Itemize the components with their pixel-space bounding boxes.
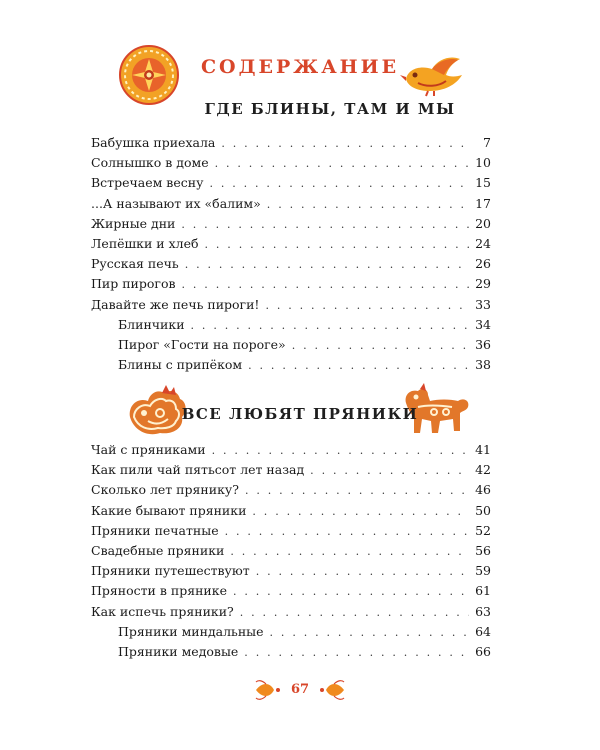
toc-entry[interactable] xyxy=(91,482,491,502)
toc-entry-label: Жирные дни xyxy=(91,215,176,231)
toc-entry-label: Блины с припёком xyxy=(118,357,243,373)
toc-entry[interactable] xyxy=(91,216,491,236)
toc-entry-label: Пряники печатные xyxy=(91,522,219,538)
toc-entry-label: Чай с пряниками xyxy=(91,442,206,457)
toc-entry-label: Бабушка приехала xyxy=(91,135,216,150)
toc-entry-page: 26 xyxy=(475,256,491,272)
leader-dots xyxy=(240,606,469,619)
toc-entry-page: 15 xyxy=(475,175,491,191)
toc-entry[interactable] xyxy=(91,563,491,583)
toc-entry-label: ...А называют их «балим» xyxy=(91,195,261,211)
toc-entry[interactable] xyxy=(91,236,491,256)
leader-dots xyxy=(221,137,469,150)
page-title: СОДЕРЖАНИЕ xyxy=(200,56,400,78)
toc-entry-label: Блинчики xyxy=(118,316,185,332)
leader-dots xyxy=(244,646,469,659)
toc-entry[interactable] xyxy=(91,196,491,216)
toc-section-pryaniki xyxy=(91,442,491,664)
leader-dots xyxy=(230,545,469,558)
toc-subentry[interactable] xyxy=(91,337,491,357)
page-number: 67 xyxy=(290,682,310,697)
toc-entry-label: Пряники путешествуют xyxy=(91,563,250,579)
leader-dots xyxy=(225,525,469,538)
toc-entry-label: Солнышко в доме xyxy=(91,155,209,171)
leader-dots xyxy=(209,177,469,190)
leader-dots xyxy=(265,299,469,312)
leader-dots xyxy=(292,339,469,352)
toc-entry-label: Пряности в прянике xyxy=(91,583,227,599)
toc-entry-label: Пирог «Гости на пороге» xyxy=(118,336,286,352)
toc-subentry[interactable] xyxy=(91,317,491,337)
toc-entry-label: Встречаем весну xyxy=(91,175,204,191)
toc-entry-page: 17 xyxy=(475,195,491,211)
leader-dots xyxy=(267,198,469,211)
toc-entry-page: 7 xyxy=(483,135,491,150)
toc-entry[interactable] xyxy=(91,175,491,195)
leader-dots xyxy=(185,258,469,271)
toc-subentry[interactable] xyxy=(91,357,491,377)
toc-section-bliny xyxy=(91,135,491,377)
leader-dots xyxy=(252,505,469,518)
toc-entry-page: 64 xyxy=(475,623,491,639)
toc-entry[interactable] xyxy=(91,462,491,482)
toc-entry-page: 66 xyxy=(475,643,491,659)
leader-dots xyxy=(212,444,469,457)
leader-dots xyxy=(256,565,469,578)
leader-dots xyxy=(215,157,469,170)
toc-subentry[interactable] xyxy=(91,644,491,664)
toc-entry[interactable] xyxy=(91,523,491,543)
toc-entry-label: Пряники миндальные xyxy=(118,623,264,639)
toc-entry[interactable] xyxy=(91,135,491,155)
toc-entry-page: 33 xyxy=(475,296,491,312)
toc-entry-label: Сколько лет прянику? xyxy=(91,482,239,498)
toc-entry-page: 52 xyxy=(475,522,491,538)
toc-entry[interactable] xyxy=(91,297,491,317)
toc-entry-label: Пир пирогов xyxy=(91,276,176,292)
toc-entry-label: Какие бывают пряники xyxy=(91,502,247,518)
toc-entry-page: 24 xyxy=(475,235,491,251)
leader-dots xyxy=(270,626,469,639)
toc-entry-page: 59 xyxy=(475,563,491,579)
toc-entry[interactable] xyxy=(91,583,491,603)
toc-entry-page: 29 xyxy=(475,276,491,292)
toc-entry-page: 63 xyxy=(475,603,491,619)
toc-entry-page: 61 xyxy=(475,583,491,599)
toc-entry-page: 34 xyxy=(475,316,491,332)
toc-entry-page: 36 xyxy=(475,336,491,352)
toc-entry-page: 20 xyxy=(475,215,491,231)
section-heading-bliny: ГДЕ БЛИНЫ, ТАМ И МЫ xyxy=(204,100,456,118)
leader-dots xyxy=(181,218,469,231)
leader-dots xyxy=(248,359,469,372)
leader-dots xyxy=(191,319,469,332)
leader-dots xyxy=(205,238,469,251)
toc-entry-label: Русская печь xyxy=(91,256,179,272)
toc-entry-label: Давайте же печь пироги! xyxy=(91,296,260,312)
toc-entry-label: Лепёшки и хлеб xyxy=(91,235,199,251)
toc-entry-page: 42 xyxy=(475,462,491,478)
leader-dots xyxy=(233,585,469,598)
leader-dots xyxy=(310,464,469,477)
toc-entry[interactable] xyxy=(91,276,491,296)
toc-entry-page: 50 xyxy=(475,502,491,518)
toc-entry[interactable] xyxy=(91,604,491,624)
toc-entry-page: 46 xyxy=(475,482,491,498)
toc-entry-page: 38 xyxy=(475,357,491,373)
section-heading-pryaniki: ВСЕ ЛЮБЯТ ПРЯНИКИ xyxy=(181,405,419,423)
toc-entry[interactable] xyxy=(91,503,491,523)
toc-entry-page: 56 xyxy=(475,542,491,558)
toc-entry-page: 41 xyxy=(475,442,491,457)
toc-entry[interactable] xyxy=(91,442,491,462)
toc-entry-page: 10 xyxy=(475,155,491,171)
toc-entry-label: Свадебные пряники xyxy=(91,542,225,558)
toc-entry-label: Как испечь пряники? xyxy=(91,603,234,619)
toc-entry-label: Как пили чай пятьсот лет назад xyxy=(91,462,305,478)
leader-dots xyxy=(182,278,469,291)
toc-entry-label: Пряники медовые xyxy=(118,643,239,659)
toc-entry[interactable] xyxy=(91,256,491,276)
toc-entry[interactable] xyxy=(91,155,491,175)
toc-subentry[interactable] xyxy=(91,624,491,644)
leader-dots xyxy=(245,484,469,497)
toc-entry[interactable] xyxy=(91,543,491,563)
